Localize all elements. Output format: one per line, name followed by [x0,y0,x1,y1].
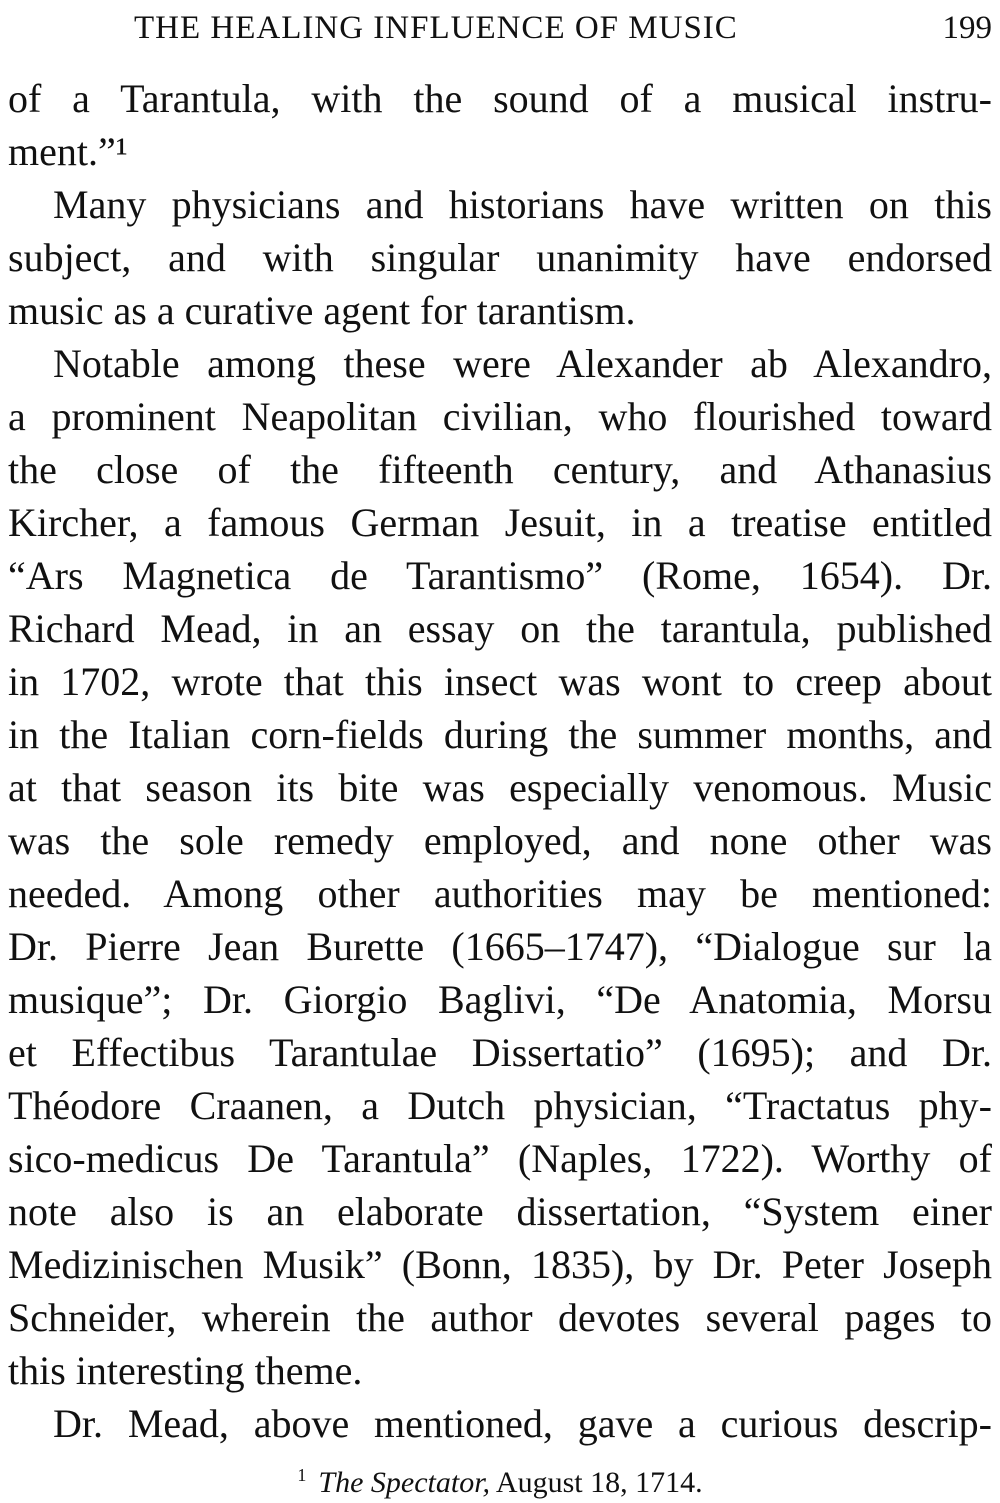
text-line: in the Italian corn-fields during the summer months, and [8,712,992,757]
text-line: et Effectibus Tarantulae Dissertatio” (1695); and Dr. [8,1030,992,1075]
text-line: Schneider, wherein the author devotes several pages to [8,1295,992,1340]
text-line: “Ars Magnetica de Tarantismo” (Rome, 1654). Dr. [8,553,992,598]
footnote-marker: 1 [297,1465,307,1485]
paragraph-start-line: Many physicians and historians have written on this [53,182,992,227]
running-head: THE HEALING INFLUENCE OF MUSIC [134,10,738,46]
text-line: the close of the fifteenth century, and Athanasius [8,447,992,492]
text-line: ment.”¹ [8,129,128,174]
text-line: this interesting theme. [8,1348,363,1393]
page-number: 199 [942,10,992,46]
text-line: Dr. Pierre Jean Burette (1665–1747), “Dialogue sur la [8,924,992,969]
page-header [8,8,992,48]
text-line: Medizinischen Musik” (Bonn, 1835), by Dr. Peter Joseph [8,1242,992,1287]
footnote [0,1455,1000,1503]
text-line: Théodore Craanen, a Dutch physician, “Tractatus phy- [8,1083,992,1128]
text-line: music as a curative agent for tarantism. [8,288,636,333]
text-line: musique”; Dr. Giorgio Baglivi, “De Anatomia, Morsu [8,977,992,1022]
footnote-date: August 18, 1714. [490,1466,703,1499]
text-line: sico-medicus De Tarantula” (Naples, 1722). Worthy of [8,1136,992,1181]
footnote-source-title: The Spectator, [318,1466,491,1499]
text-line: Kircher, a famous German Jesuit, in a treatise entitled [8,500,992,545]
text-line: was the sole remedy employed, and none other was [8,818,992,863]
text-line: at that season its bite was especially venomous. Music [8,765,992,810]
text-line: note also is an elaborate dissertation, “System einer [8,1189,992,1234]
text-line: Richard Mead, in an essay on the tarantula, published [8,606,992,651]
text-line: of a Tarantula, with the sound of a musical instru- [8,76,992,121]
text-line: a prominent Neapolitan civilian, who flourished toward [8,394,992,439]
body-text [8,72,992,1450]
text-line: in 1702, wrote that this insect was wont to creep about [8,659,992,704]
text-line: subject, and with singular unanimity have endorsed [8,235,992,280]
paragraph-start-line: Notable among these were Alexander ab Alexandro, [53,341,992,386]
text-line: needed. Among other authorities may be mentioned: [8,871,992,916]
paragraph-start-line: Dr. Mead, above mentioned, gave a curious descrip- [53,1401,992,1446]
